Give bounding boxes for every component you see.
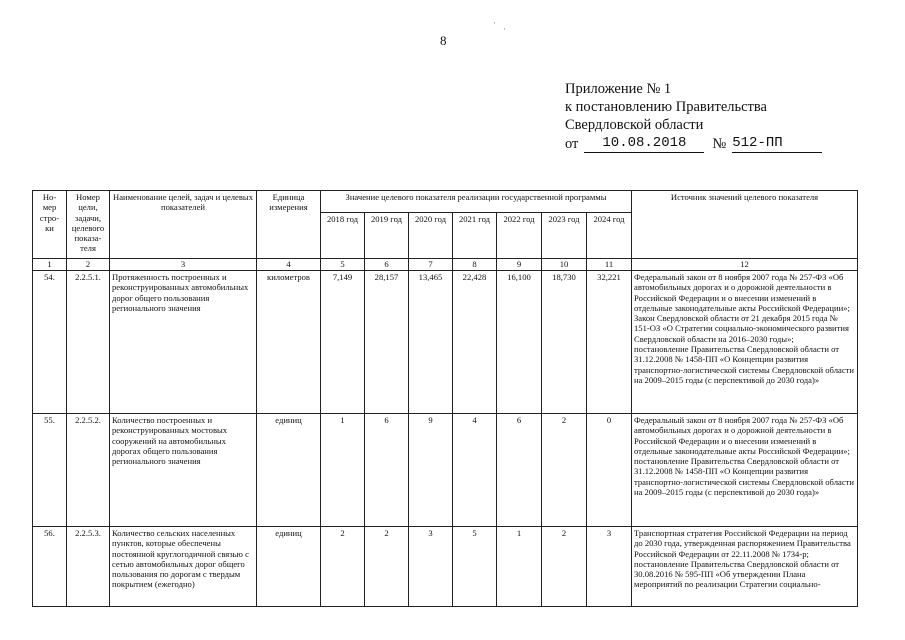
value-2022: 6 (497, 414, 542, 527)
column-number: 8 (453, 259, 497, 271)
target-number: 2.2.5.3. (67, 527, 110, 607)
header-target-number: Номер цели, задачи, целевого показа- теля (67, 191, 110, 259)
column-number: 3 (110, 259, 257, 271)
header-source: Источник значений целевого показателя (632, 191, 858, 259)
target-number: 2.2.5.1. (67, 271, 110, 414)
value-2020: 3 (409, 527, 453, 607)
value-2021: 4 (453, 414, 497, 527)
column-number: 1 (33, 259, 67, 271)
value-2021: 5 (453, 527, 497, 607)
table-header-row (33, 191, 858, 213)
indicator-source: Федеральный закон от 8 ноября 2007 года № 257-ФЗ «Об автомобильных дорогах и о дорожной деятельности в Российской Федерации и о внесении изменений в отдельные законодательные акты Российской Федерации»; постановление Правительства Свердловской области от 31.12.2008 № 1458-ПП «О Концепции развития транспортно-логистической системы Свердловской области на 2009–2015 годы (с перспективой до 2030 года)» (632, 414, 858, 527)
target-number: 2.2.5.2. (67, 414, 110, 527)
indicator-name: Количество сельских населенных пунктов, которые обеспечены постоянной круглогодичной связью с сетью автомобильных дорог общего пользования по дорогам с твердым покрытием (ежегодно) (110, 527, 257, 607)
decree-date: 10.08.2018 (584, 134, 704, 153)
header-year: 2021 год (453, 213, 497, 259)
appendix-date-number (565, 134, 822, 153)
value-2020: 13,465 (409, 271, 453, 414)
value-2018: 2 (321, 527, 365, 607)
scan-speck: · (493, 18, 496, 28)
page-number: 8 (440, 33, 447, 48)
header-year: 2018 год (321, 213, 365, 259)
column-number: 5 (321, 259, 365, 271)
table-row (33, 414, 858, 527)
indicator-source: Транспортная стратегия Российской Федерации на период до 2030 года, утвержденная распоряжением Правительства Российской Федерации от 22.11.2008 № 1734-р; постановление Правительства Свердловской области от 30.08.2016 № 595-ПП «Об утверждении Плана мероприятий по реализации Стратегии социально- (632, 527, 858, 607)
from-label: от (565, 136, 579, 152)
indicator-unit: километров (257, 271, 321, 414)
column-number-row (33, 259, 858, 271)
header-year: 2019 год (365, 213, 409, 259)
value-2024: 0 (587, 414, 632, 527)
value-2019: 6 (365, 414, 409, 527)
indicator-unit: единиц (257, 414, 321, 527)
header-year: 2024 год (587, 213, 632, 259)
target-indicators-table (32, 190, 858, 607)
column-number: 11 (587, 259, 632, 271)
column-number: 2 (67, 259, 110, 271)
header-unit: Единица измерения (257, 191, 321, 259)
value-2023: 18,730 (542, 271, 587, 414)
value-2019: 28,157 (365, 271, 409, 414)
row-number: 54. (33, 271, 67, 414)
header-year: 2022 год (497, 213, 542, 259)
value-2023: 2 (542, 414, 587, 527)
value-2024: 32,221 (587, 271, 632, 414)
indicator-unit: единиц (257, 527, 321, 607)
column-number: 4 (257, 259, 321, 271)
number-label: № (712, 136, 727, 152)
column-number: 10 (542, 259, 587, 271)
indicator-source: Федеральный закон от 8 ноября 2007 года № 257-ФЗ «Об автомобильных дорогах и о дорожной деятельности в Российской Федерации и о внесении изменений в отдельные законодательные акты Российской Федерации»; Закон Свердловской области от 21 декабря 2015 года № 151-ОЗ «О Стратегии социально-экономического развития Свердловской области на 2016–2030 годы»; постановление Правительства Свердловской области от 31.12.2008 № 1458-ПП «О Концепции развития транспортно-логистической системы Свердловской области на 2009–2015 годы (с перспективой до 2030 года)» (632, 271, 858, 414)
scan-speck: · (503, 24, 506, 34)
column-number: 7 (409, 259, 453, 271)
column-number: 6 (365, 259, 409, 271)
header-values-group: Значение целевого показателя реализации государственной программы (321, 191, 632, 213)
table-row (33, 271, 858, 414)
value-2021: 22,428 (453, 271, 497, 414)
column-number: 9 (497, 259, 542, 271)
value-2022: 16,100 (497, 271, 542, 414)
column-number: 12 (632, 259, 858, 271)
appendix-decree: к постановлению Правительства (565, 99, 767, 115)
indicator-name: Количество построенных и реконструированных мостовых сооружений на автомобильных дорогах общего пользования регионального значения (110, 414, 257, 527)
row-number: 55. (33, 414, 67, 527)
value-2018: 1 (321, 414, 365, 527)
value-2022: 1 (497, 527, 542, 607)
header-name: Наименование целей, задач и целевых показателей (110, 191, 257, 259)
value-2019: 2 (365, 527, 409, 607)
appendix-header (565, 80, 822, 153)
indicator-name: Протяженность построенных и реконструированных автомобильных дорог общего пользования регионального значения (110, 271, 257, 414)
decree-number: 512-ПП (732, 134, 822, 153)
value-2018: 7,149 (321, 271, 365, 414)
value-2023: 2 (542, 527, 587, 607)
appendix-title: Приложение № 1 (565, 81, 672, 97)
header-row-number: Но- мер стро- ки (33, 191, 67, 259)
table-row (33, 527, 858, 607)
value-2020: 9 (409, 414, 453, 527)
appendix-region: Свердловской области (565, 117, 704, 133)
value-2024: 3 (587, 527, 632, 607)
header-year: 2023 год (542, 213, 587, 259)
header-year: 2020 год (409, 213, 453, 259)
row-number: 56. (33, 527, 67, 607)
